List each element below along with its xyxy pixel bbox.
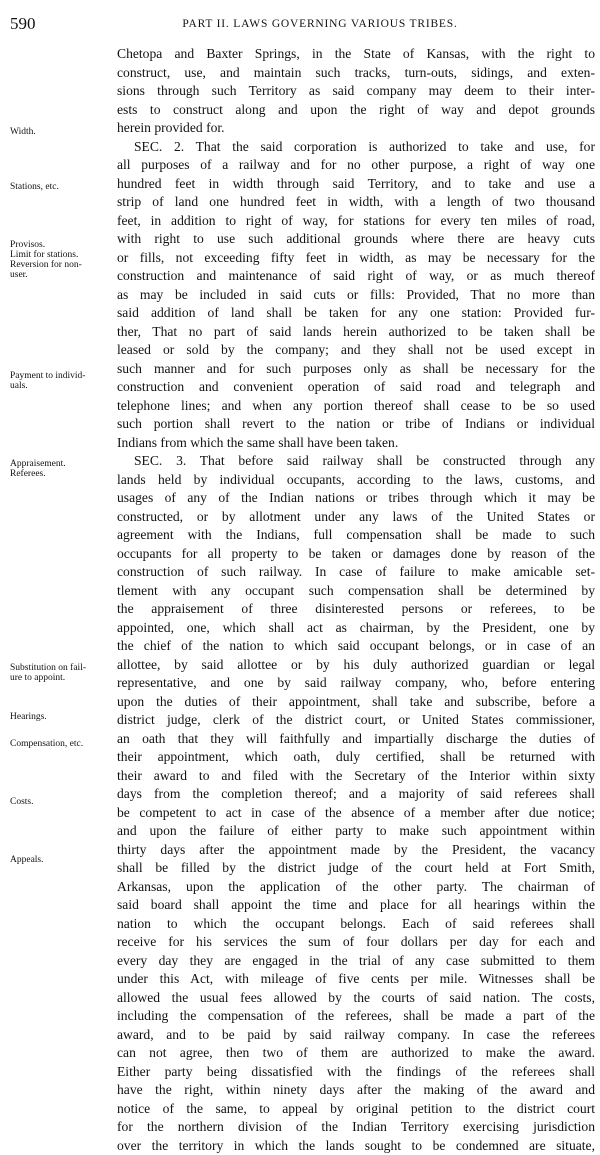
text-line: ests to construct along and upon the right of way and depot grounds	[117, 101, 595, 120]
text-line: can not agree, then two of them are authorized to make the award.	[117, 1044, 595, 1063]
text-line: representative, and one by said railway company, who, before entering	[117, 674, 595, 693]
text-line: lands held by individual occupants, according to the laws, customs, and	[117, 471, 595, 490]
text-line: such manner and for such purposes only as shall be necessary for the	[117, 360, 595, 379]
text-line: as may be included in said cuts or fills: Provided, That no more than	[117, 286, 595, 305]
text-line: their appointment, which oath, duly certified, shall be returned with	[117, 748, 595, 767]
text-line: ther, That no part of said lands herein authorized to be taken shall be	[117, 323, 595, 342]
text-line: days from the completion thereof; and a majority of said referees shall	[117, 785, 595, 804]
text-line: be competent to act in case of the absence of a member after due notice;	[117, 804, 595, 823]
body-text	[117, 45, 595, 1155]
margin-note-line: Payment to individ-	[10, 371, 118, 381]
text-line: Arkansas, upon the application of the other party. The chairman of	[117, 878, 595, 897]
text-line: award, and to be paid by said railway company. In case the referees	[117, 1026, 595, 1045]
text-line: and upon the failure of either party to make such appointment within	[117, 822, 595, 841]
text-line: said board shall appoint the time and place for all hearings within the	[117, 896, 595, 915]
margin-note	[10, 182, 118, 192]
margin-note-line: Limit for stations.	[10, 250, 118, 260]
margin-note	[10, 459, 118, 479]
page-number: 590	[10, 14, 36, 34]
text-line: construction and convenient operation of said road and telegraph and	[117, 378, 595, 397]
text-line: sions through such Territory as said company may deem to their inter-	[117, 82, 595, 101]
text-line: shall be filled by the district judge of the court held at Fort Smith,	[117, 859, 595, 878]
text-line: upon the duties of their appointment, shall take and subscribe, before a	[117, 693, 595, 712]
text-line: allottee, by said allottee or by his duly authorized guardian or legal	[117, 656, 595, 675]
text-line: strip of land one hundred feet in width, with a length of two thousand	[117, 193, 595, 212]
text-line: their award to and filed with the Secretary of the Interior within sixty	[117, 767, 595, 786]
margin-note-line: ure to appoint.	[10, 673, 118, 683]
text-line: herein provided for.	[117, 119, 595, 138]
text-line: agreement with the Indians, full compensation shall be made to such	[117, 526, 595, 545]
text-line: SEC. 2. That the said corporation is authorized to take and use, for	[117, 138, 595, 157]
text-line: Chetopa and Baxter Springs, in the State of Kansas, with the right to	[117, 45, 595, 64]
text-line: telephone lines; and when any portion thereof shall cease to be so used	[117, 397, 595, 416]
margin-note-line: Appeals.	[10, 855, 118, 865]
margin-note-line: Reversion for non-	[10, 260, 118, 270]
text-line: hundred feet in width through said Territory, and to take and use a	[117, 175, 595, 194]
text-line: occupants for all property to be taken or damages done by reason of the	[117, 545, 595, 564]
margin-note-line: uals.	[10, 381, 118, 391]
text-line: Indians from which the same shall have been taken.	[117, 434, 595, 453]
text-line: construction and maintenance of said right of way, or as much thereof	[117, 267, 595, 286]
text-line: have the right, within ninety days after the making of the award and	[117, 1081, 595, 1100]
text-line: allowed the usual fees allowed by the courts of said nation. The costs,	[117, 989, 595, 1008]
text-line: appointed, one, which shall act as chairman, by the President, one by	[117, 619, 595, 638]
text-line: nation to which the occupant belongs. Each of said referees shall	[117, 915, 595, 934]
text-line: for the northern division of the Indian Territory exercising jurisdiction	[117, 1118, 595, 1137]
margin-note-line: Appraisement.	[10, 459, 118, 469]
text-line: the appraisement of three disinterested persons or referees, to be	[117, 600, 595, 619]
text-line: including the compensation of the referees, shall be made a part of the	[117, 1007, 595, 1026]
text-line: notice of the same, to appeal by original petition to the district court	[117, 1100, 595, 1119]
margin-note-line: Referees.	[10, 469, 118, 479]
text-line: the chief of the nation to which said occupant belongs, or in case of an	[117, 637, 595, 656]
text-line: over the territory in which the lands sought to be condemned are situate,	[117, 1137, 595, 1155]
margin-note	[10, 240, 118, 280]
text-line: construct, use, and maintain such tracks, turn-outs, sidings, and exten-	[117, 64, 595, 83]
margin-note-line: Provisos.	[10, 240, 118, 250]
text-line: all purposes of a railway and for no other purpose, a right of way one	[117, 156, 595, 175]
text-line: thirty days after the appointment made by the President, the vacancy	[117, 841, 595, 860]
margin-note	[10, 371, 118, 391]
page-header	[0, 14, 600, 34]
text-line: district judge, clerk of the district court, or United States commissioner,	[117, 711, 595, 730]
margin-note	[10, 712, 118, 722]
margin-note-line: Costs.	[10, 797, 118, 807]
text-line: under this Act, with mileage of five cents per mile. Witnesses shall be	[117, 970, 595, 989]
text-line: with right to use such additional grounds where there are heavy cuts	[117, 230, 595, 249]
running-head: PART II. LAWS GOVERNING VARIOUS TRIBES.	[0, 18, 600, 30]
text-line: tlement with any occupant such compensation shall be determined by	[117, 582, 595, 601]
text-line: receive for his services the sum of four dollars per day for each and	[117, 933, 595, 952]
margin-note-line: Compensation, etc.	[10, 739, 118, 749]
text-line: SEC. 3. That before said railway shall be constructed through any	[117, 452, 595, 471]
text-line: or fills, not exceeding fifty feet in width, as may be necessary for the	[117, 249, 595, 268]
margin-note	[10, 739, 118, 749]
margin-note	[10, 797, 118, 807]
margin-note	[10, 855, 118, 865]
margin-note-line: Hearings.	[10, 712, 118, 722]
text-line: every day they are engaged in the trial of any case submitted to them	[117, 952, 595, 971]
text-line: an oath that they will faithfully and impartially discharge the duties of	[117, 730, 595, 749]
text-line: feet, in addition to right of way, for stations for every ten miles of road,	[117, 212, 595, 231]
text-line: usages of any of the Indian nations or tribes through which it may be	[117, 489, 595, 508]
margin-note-line: Width.	[10, 127, 118, 137]
text-line: constructed, or by allotment under any laws of the United States or	[117, 508, 595, 527]
margin-note	[10, 127, 118, 137]
text-line: leased or sold by the company; and they shall not be used except in	[117, 341, 595, 360]
text-line: said addition of land shall be taken for any one station: Provided fur-	[117, 304, 595, 323]
text-line: such portion shall revert to the nation or tribe of Indians or individual	[117, 415, 595, 434]
margin-note	[10, 663, 118, 683]
text-line: Either party being dissatisfied with the findings of the referees shall	[117, 1063, 595, 1082]
margin-note-line: Stations, etc.	[10, 182, 118, 192]
margin-note-line: Substitution on fail-	[10, 663, 118, 673]
text-line: construction of such railway. In case of failure to make amicable set-	[117, 563, 595, 582]
margin-note-line: user.	[10, 270, 118, 280]
